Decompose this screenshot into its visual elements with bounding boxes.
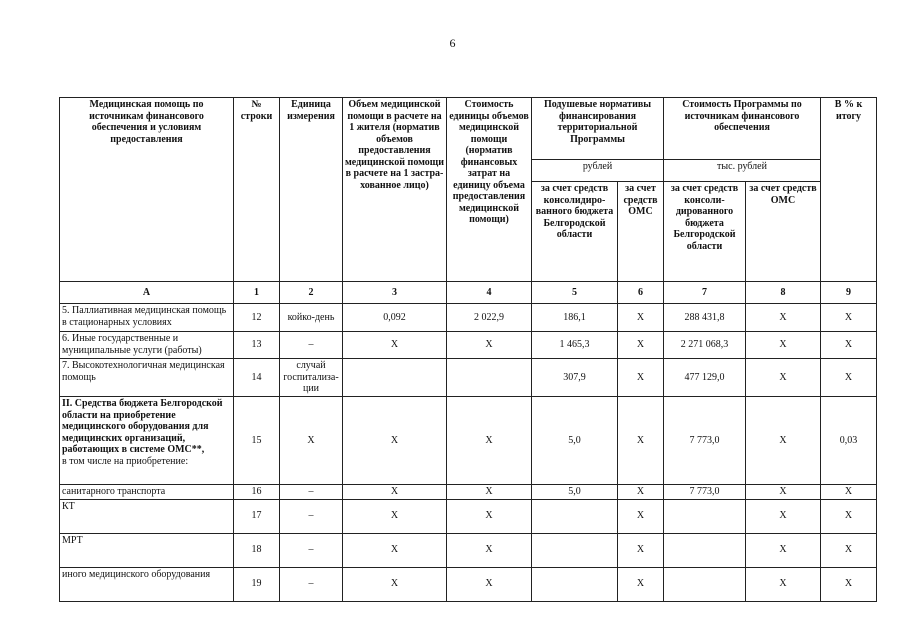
row-program-budget <box>664 499 746 533</box>
row-name <box>60 499 234 533</box>
row-per-capita-oms: Х <box>618 533 664 567</box>
table-row <box>60 332 877 359</box>
row-per-capita-budget <box>532 567 618 601</box>
table-row <box>60 533 877 567</box>
table-row <box>60 397 877 485</box>
row-volume: Х <box>343 499 447 533</box>
row-volume <box>343 359 447 397</box>
row-per-capita-budget <box>532 533 618 567</box>
table-row <box>60 359 877 397</box>
row-per-capita-budget: 5,0 <box>532 397 618 485</box>
row-program-oms: Х <box>746 332 821 359</box>
row-per-capita-oms: Х <box>618 359 664 397</box>
header-per-capita-group: Подушевые нормативы финансирования территориальной Программы <box>532 98 664 160</box>
row-name-text: МРТ <box>62 534 83 546</box>
row-name-text: КТ <box>62 500 75 512</box>
row-per-capita-budget <box>532 499 618 533</box>
column-number: 7 <box>664 282 746 304</box>
table-row <box>60 567 877 601</box>
row-percent: 0,03 <box>821 397 877 485</box>
row-name <box>60 397 234 485</box>
row-line-number: 15 <box>234 397 280 485</box>
header-program-cost-group: Стоимость Программы по источникам финансового обеспечения <box>664 98 821 160</box>
row-unit: – <box>280 533 343 567</box>
row-volume: Х <box>343 533 447 567</box>
header-line-number: № строки <box>234 98 280 282</box>
row-line-number: 16 <box>234 485 280 500</box>
row-program-oms: Х <box>746 359 821 397</box>
row-unit: случай госпитализа-ции <box>280 359 343 397</box>
header-volume: Объем медицинской помощи в расчете на 1 жителя (норматив объемов предоставления медицинской помощи в расчете на 1 застра-хованное лицо) <box>343 98 447 282</box>
financing-table <box>59 97 877 602</box>
row-line-number: 12 <box>234 304 280 332</box>
row-per-capita-budget: 1 465,3 <box>532 332 618 359</box>
row-program-oms: Х <box>746 397 821 485</box>
header-program-oms: за счет средств ОМС <box>746 182 821 282</box>
row-program-budget: 7 773,0 <box>664 397 746 485</box>
row-volume: Х <box>343 397 447 485</box>
row-unit: – <box>280 332 343 359</box>
row-unit-cost: Х <box>447 485 532 500</box>
row-unit-cost: 2 022,9 <box>447 304 532 332</box>
column-number-row <box>60 282 877 304</box>
page-number: 6 <box>449 36 456 50</box>
row-program-budget: 2 271 068,3 <box>664 332 746 359</box>
column-number: 8 <box>746 282 821 304</box>
table-row <box>60 485 877 500</box>
row-program-budget: 288 431,8 <box>664 304 746 332</box>
row-per-capita-oms: Х <box>618 332 664 359</box>
row-per-capita-budget: 307,9 <box>532 359 618 397</box>
header-unit: Единица измерения <box>280 98 343 282</box>
row-volume: 0,092 <box>343 304 447 332</box>
row-program-oms: Х <box>746 485 821 500</box>
column-number: 5 <box>532 282 618 304</box>
header-program-budget: за счет средств консоли-дированного бюджета Белгородской области <box>664 182 746 282</box>
row-per-capita-oms: Х <box>618 485 664 500</box>
column-number: А <box>60 282 234 304</box>
column-number: 3 <box>343 282 447 304</box>
row-program-budget: 477 129,0 <box>664 359 746 397</box>
row-name-text: 7. Высокотехнологичная медицинская помощь <box>62 360 225 383</box>
header-unit-rubles: рублей <box>532 160 664 182</box>
row-name <box>60 533 234 567</box>
row-per-capita-budget: 5,0 <box>532 485 618 500</box>
row-program-oms: Х <box>746 567 821 601</box>
row-percent: Х <box>821 359 877 397</box>
row-name-text: иного медицинского оборудования <box>62 568 211 580</box>
row-percent: Х <box>821 485 877 500</box>
row-per-capita-oms: Х <box>618 567 664 601</box>
header-percent: В % к итогу <box>821 98 877 282</box>
row-program-budget: 7 773,0 <box>664 485 746 500</box>
header-unit-cost: Стоимость единицы объемов медицинской помощи (норматив финансовых затрат на единицу объема предоставления медицинской помощи) <box>447 98 532 282</box>
row-unit-cost: Х <box>447 567 532 601</box>
row-name <box>60 332 234 359</box>
table-row <box>60 304 877 332</box>
row-unit: Х <box>280 397 343 485</box>
row-line-number: 18 <box>234 533 280 567</box>
row-volume: Х <box>343 567 447 601</box>
row-line-number: 19 <box>234 567 280 601</box>
row-volume: Х <box>343 332 447 359</box>
row-name <box>60 567 234 601</box>
header-per-capita-budget: за счет средств консолидиро-ванного бюджета Белгородской области <box>532 182 618 282</box>
row-line-number: 17 <box>234 499 280 533</box>
column-number: 4 <box>447 282 532 304</box>
row-program-budget <box>664 533 746 567</box>
row-name-suffix: в том числе на приобретение: <box>62 455 189 467</box>
column-number: 6 <box>618 282 664 304</box>
row-unit-cost: Х <box>447 499 532 533</box>
row-program-budget <box>664 567 746 601</box>
row-name <box>60 359 234 397</box>
row-unit-cost <box>447 359 532 397</box>
row-unit-cost: Х <box>447 397 532 485</box>
row-program-oms: Х <box>746 499 821 533</box>
row-percent: Х <box>821 332 877 359</box>
row-name-text: 5. Паллиативная медицинская помощь в стационарных условиях <box>62 305 227 328</box>
row-volume: Х <box>343 485 447 500</box>
table-row <box>60 499 877 533</box>
row-name <box>60 304 234 332</box>
row-unit: – <box>280 485 343 500</box>
header-unit-thousand-rubles: тыс. рублей <box>664 160 821 182</box>
row-percent: Х <box>821 499 877 533</box>
row-name <box>60 485 234 500</box>
row-per-capita-oms: Х <box>618 304 664 332</box>
row-unit: – <box>280 567 343 601</box>
table-body <box>60 304 877 602</box>
row-line-number: 13 <box>234 332 280 359</box>
row-percent: Х <box>821 567 877 601</box>
row-per-capita-oms: Х <box>618 397 664 485</box>
row-name-text: 6. Иные государственные и муниципальные услуги (работы) <box>62 333 202 356</box>
column-number: 9 <box>821 282 877 304</box>
row-percent: Х <box>821 533 877 567</box>
row-program-oms: Х <box>746 304 821 332</box>
row-unit-cost: Х <box>447 533 532 567</box>
row-unit: – <box>280 499 343 533</box>
column-number: 2 <box>280 282 343 304</box>
row-percent: Х <box>821 304 877 332</box>
header-medical-care: Медицинская помощь по источникам финансового обеспечения и условиям предоставления <box>60 98 234 282</box>
row-per-capita-budget: 186,1 <box>532 304 618 332</box>
row-program-oms: Х <box>746 533 821 567</box>
row-unit-cost: Х <box>447 332 532 359</box>
row-unit: койко-день <box>280 304 343 332</box>
row-name-text: II. Средства бюджета Белгородской области на приобретение медицинского оборудования для медицинских организаций, работающих в системе ОМС**, <box>62 398 223 455</box>
header-per-capita-oms: за счет средств ОМС <box>618 182 664 282</box>
column-number: 1 <box>234 282 280 304</box>
row-name-text: санитарного транспорта <box>62 486 166 497</box>
row-line-number: 14 <box>234 359 280 397</box>
row-per-capita-oms: Х <box>618 499 664 533</box>
